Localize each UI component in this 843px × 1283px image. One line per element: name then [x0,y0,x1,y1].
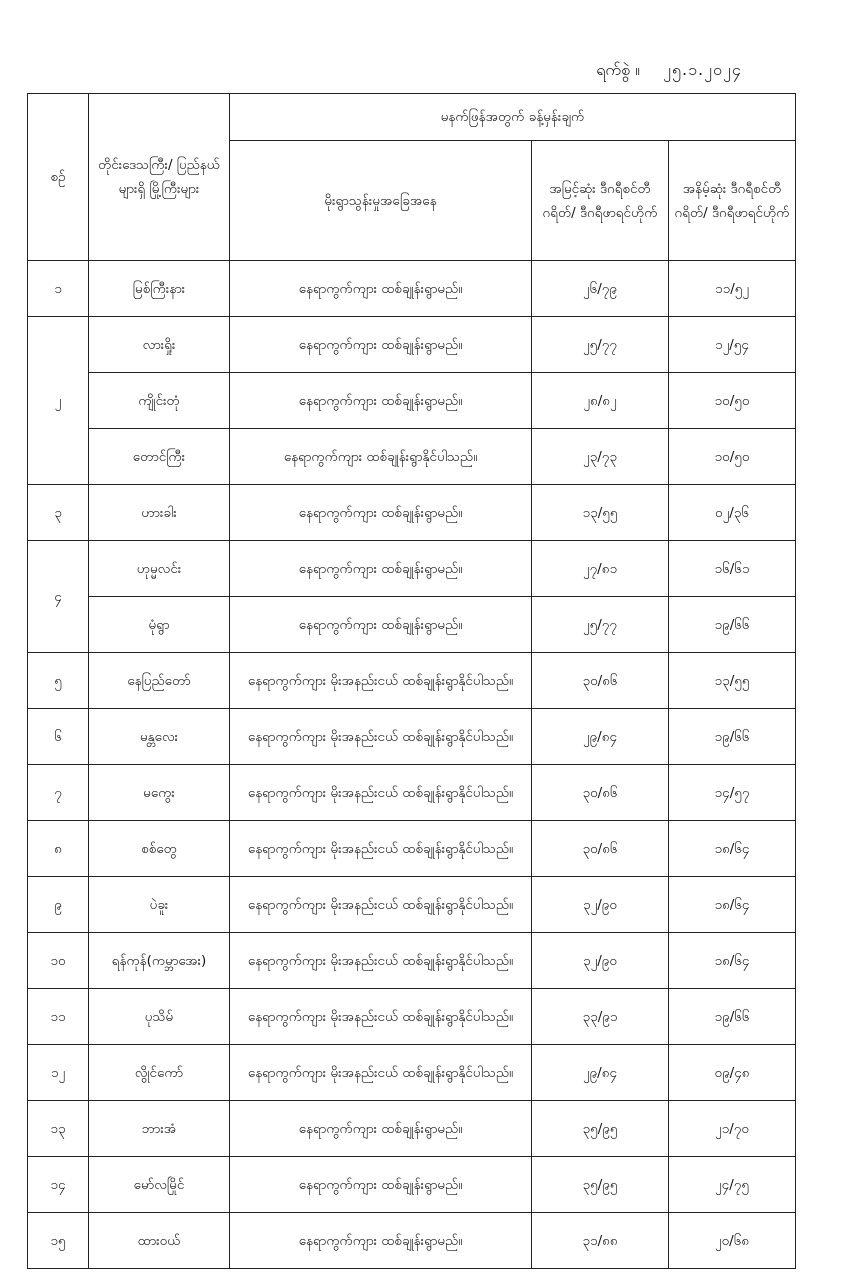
min-temp-cell: ၁၈/၆၄ [669,821,796,877]
table-row [28,1213,796,1269]
weather-cell: နေရာကွက်ကျား မိုးအနည်းငယ် ထစ်ချုန်းရွာနိုင်ပါသည်။ [230,877,532,933]
city-cell: ရန်ကုန်(ကမ္ဘာအေး) [89,933,230,989]
max-temp-cell: ၂၇/၈၁ [532,541,669,597]
city-cell: ဟားခါး [89,485,230,541]
weather-cell: နေရာကွက်ကျား ထစ်ချုန်းရွာမည်။ [230,541,532,597]
weather-cell: နေရာကွက်ကျား ထစ်ချုန်းရွာမည်။ [230,1213,532,1269]
min-temp-cell: ၂၁/၇၀ [669,1101,796,1157]
max-temp-cell: ၂၉/၈၄ [532,1045,669,1101]
table-row [28,821,796,877]
weather-cell: နေရာကွက်ကျား ထစ်ချုန်းရွာမည်။ [230,317,532,373]
weather-cell: နေရာကွက်ကျား ထစ်ချုန်းရွာမည်။ [230,485,532,541]
city-cell: မြစ်ကြီးနား [89,261,230,317]
table-row [28,765,796,821]
city-cell: တောင်ကြီး [89,429,230,485]
min-temp-cell: ၂၄/၇၅ [669,1157,796,1213]
header-max-temp: အမြင့်ဆုံး ဒီဂရီစင်တီဂရိတ်/ ဒီဂရီဖာရင်ဟိုက် [532,141,669,261]
min-temp-cell: ၁၂/၅၄ [669,317,796,373]
header-serial: စဉ် [28,94,89,261]
table-row [28,989,796,1045]
min-temp-cell: ၁၆/၆၁ [669,541,796,597]
date-label: ရက်စွဲ ။ [596,60,640,79]
serial-cell: ၅ [28,653,89,709]
table-row [28,317,796,373]
weather-cell: နေရာကွက်ကျား ထစ်ချုန်းရွာမည်။ [230,597,532,653]
serial-cell: ၁၅ [28,1213,89,1269]
city-cell: စစ်တွေ [89,821,230,877]
forecast-rows [28,261,796,1269]
serial-cell: ၆ [28,709,89,765]
weather-cell: နေရာကွက်ကျား မိုးအနည်းငယ် ထစ်ချုန်းရွာနိုင်ပါသည်။ [230,821,532,877]
max-temp-cell: ၂၈/၈၂ [532,373,669,429]
city-cell: မုံရွာ [89,597,230,653]
weather-cell: နေရာကွက်ကျား ထစ်ချုန်းရွာနိုင်ပါသည်။ [230,429,532,485]
max-temp-cell: ၃၀/၈၆ [532,653,669,709]
city-cell: မော်လမြိုင် [89,1157,230,1213]
table-row [28,653,796,709]
city-cell: လားရှိုး [89,317,230,373]
header-forecast-group: မနက်ဖြန်အတွက် ခန့်မှန်းချက် [230,94,796,141]
weather-cell: နေရာကွက်ကျား မိုးအနည်းငယ် ထစ်ချုန်းရွာနိုင်ပါသည်။ [230,653,532,709]
date-line [560,55,780,85]
city-cell: မကွေး [89,765,230,821]
min-temp-cell: ၀၂/၃၆ [669,485,796,541]
min-temp-cell: ၁၈/၆၄ [669,933,796,989]
max-temp-cell: ၃၃/၉၁ [532,989,669,1045]
max-temp-cell: ၃၀/၈၆ [532,765,669,821]
max-temp-cell: ၂၉/၈၄ [532,709,669,765]
city-cell: ကျိုင်းတုံ [89,373,230,429]
city-cell: ပဲခူး [89,877,230,933]
max-temp-cell: ၃၂/၉၀ [532,933,669,989]
city-cell: မန္တလေး [89,709,230,765]
serial-cell: ၁၂ [28,1045,89,1101]
max-temp-cell: ၃၁/၈၈ [532,1213,669,1269]
table-row [28,373,796,429]
header-region: တိုင်းဒေသကြီး/ ပြည်နယ်များရှိ မြို့ကြီးများ [89,94,230,261]
table-row [28,541,796,597]
weather-cell: နေရာကွက်ကျား မိုးအနည်းငယ် ထစ်ချုန်းရွာနိုင်ပါသည်။ [230,765,532,821]
city-cell: ဟုမ္မလင်း [89,541,230,597]
serial-cell: ၁၃ [28,1101,89,1157]
serial-cell: ၄ [28,541,89,653]
table-row [28,1101,796,1157]
table-row [28,261,796,317]
city-cell: နေပြည်တော် [89,653,230,709]
serial-cell: ၇ [28,765,89,821]
max-temp-cell: ၂၆/၇၉ [532,261,669,317]
weather-cell: နေရာကွက်ကျား ထစ်ချုန်းရွာမည်။ [230,1101,532,1157]
serial-cell: ၁၁ [28,989,89,1045]
max-temp-cell: ၃၂/၉၀ [532,877,669,933]
min-temp-cell: ၁၉/၆၆ [669,597,796,653]
serial-cell: ၉ [28,877,89,933]
table-row [28,933,796,989]
min-temp-cell: ၁၀/၅၀ [669,373,796,429]
header-weather: မိုးရွာသွန်းမှုအခြေအနေ [230,141,532,261]
serial-cell: ၁၄ [28,1157,89,1213]
max-temp-cell: ၃၅/၉၅ [532,1157,669,1213]
min-temp-cell: ၁၃/၅၅ [669,653,796,709]
weather-cell: နေရာကွက်ကျား မိုးအနည်းငယ် ထစ်ချုန်းရွာနိုင်ပါသည်။ [230,933,532,989]
serial-cell: ၂ [28,317,89,485]
table-row [28,597,796,653]
serial-cell: ၁ [28,261,89,317]
max-temp-cell: ၁၃/၅၅ [532,485,669,541]
weather-cell: နေရာကွက်ကျား မိုးအနည်းငယ် ထစ်ချုန်းရွာနိုင်ပါသည်။ [230,1045,532,1101]
city-cell: ထားဝယ် [89,1213,230,1269]
min-temp-cell: ၁၄/၅၇ [669,765,796,821]
table-row [28,877,796,933]
serial-cell: ၈ [28,821,89,877]
max-temp-cell: ၂၅/၇၇ [532,597,669,653]
table-row [28,485,796,541]
max-temp-cell: ၃၀/၈၆ [532,821,669,877]
table-row [28,709,796,765]
weather-cell: နေရာကွက်ကျား ထစ်ချုန်းရွာမည်။ [230,1157,532,1213]
min-temp-cell: ၁၉/၆၆ [669,709,796,765]
city-cell: လွိုင်ကော် [89,1045,230,1101]
forecast-table [27,93,796,1269]
table-row [28,429,796,485]
serial-cell: ၁၀ [28,933,89,989]
min-temp-cell: ၀၉/၄၈ [669,1045,796,1101]
header-min-temp: အနိမ့်ဆုံး ဒီဂရီစင်တီဂရိတ်/ ဒီဂရီဖာရင်ဟိုက် [669,141,796,261]
weather-cell: နေရာကွက်ကျား ထစ်ချုန်းရွာမည်။ [230,373,532,429]
serial-cell: ၃ [28,485,89,541]
weather-cell: နေရာကွက်ကျား ထစ်ချုန်းရွာမည်။ [230,261,532,317]
date-value: ၂၅.၁.၂၀၂၄ [663,60,742,79]
min-temp-cell: ၁၉/၆၆ [669,989,796,1045]
table-row [28,1157,796,1213]
max-temp-cell: ၃၅/၉၅ [532,1101,669,1157]
city-cell: ဘားအံ [89,1101,230,1157]
city-cell: ပုသိမ် [89,989,230,1045]
min-temp-cell: ၂၀/၆၈ [669,1213,796,1269]
weather-cell: နေရာကွက်ကျား မိုးအနည်းငယ် ထစ်ချုန်းရွာနိုင်ပါသည်။ [230,709,532,765]
table-row [28,1045,796,1101]
max-temp-cell: ၂၅/၇၇ [532,317,669,373]
max-temp-cell: ၂၃/၇၃ [532,429,669,485]
min-temp-cell: ၁၀/၅၀ [669,429,796,485]
weather-cell: နေရာကွက်ကျား မိုးအနည်းငယ် ထစ်ချုန်းရွာနိုင်ပါသည်။ [230,989,532,1045]
min-temp-cell: ၁၁/၅၂ [669,261,796,317]
min-temp-cell: ၁၈/၆၄ [669,877,796,933]
